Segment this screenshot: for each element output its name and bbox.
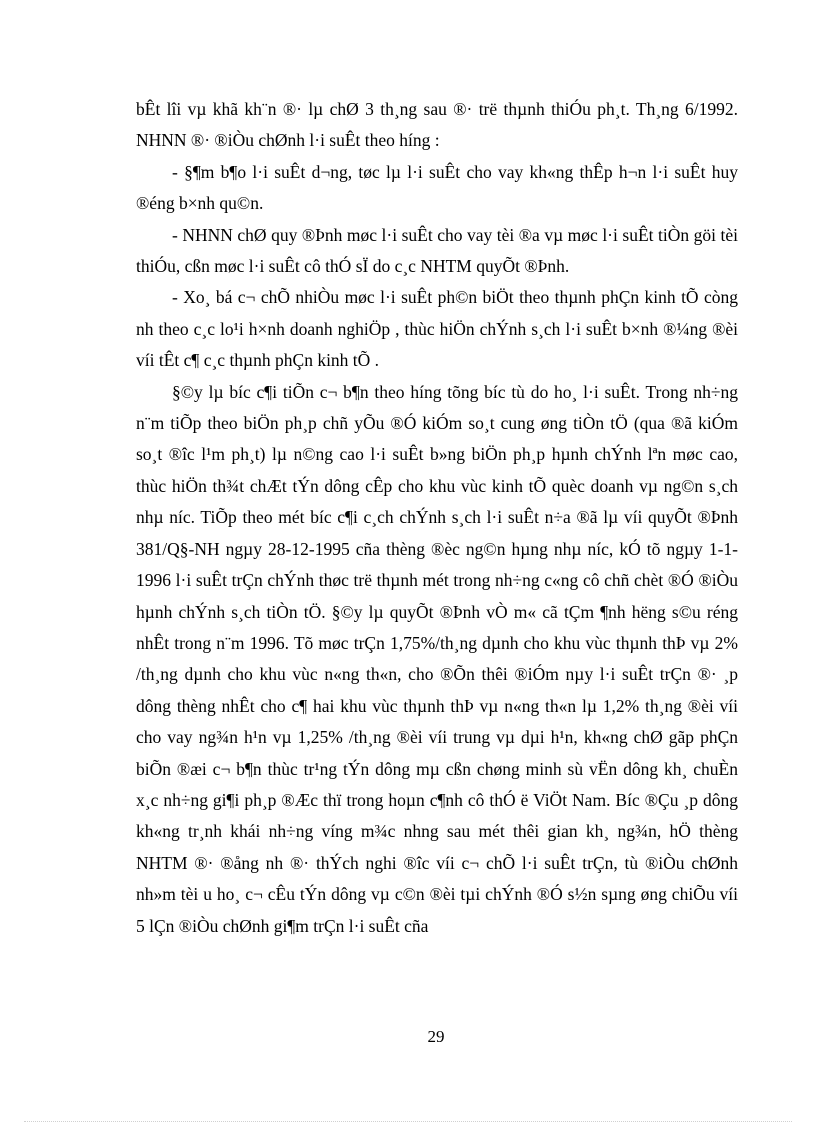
paragraph-bullet-equal-policy: - Xo¸ bá c¬ chÕ nhiÒu møc l·i suÊt ph©n biÖt theo thµnh phÇn kinh tÕ còng nh theo c¸c lo¹i h×nh doanh nghiÖp , thùc hiÖn chÝnh s¸ch l·i suÊt b×nh ®¼ng ®èi víi tÊt c¶ c¸c thµnh phÇn kinh tÕ . bbox=[136, 287, 738, 371]
page-bottom-divider bbox=[24, 1121, 792, 1122]
paragraph-continuation: bÊt lîi vµ khã kh¨n ®· lµ chØ 3 th¸ng sau ®· trë thµnh thiÓu ph¸t. Th¸ng 6/1992. NHNN ®· ®iÒu chØnh l·i suÊt theo híng : bbox=[136, 99, 738, 151]
paragraph-bullet-positive-rate: - §¶m b¶o l·i suÊt d¬ng, tøc lµ l·i suÊt cho vay kh«ng thÊp h¬n l·i suÊt huy ®éng b×nh qu©n. bbox=[136, 161, 738, 214]
body-text bbox=[136, 94, 738, 942]
paragraph-bullet-ceiling-floor: - NHNN chØ quy ®Þnh møc l·i suÊt cho vay tèi ®a vµ møc l·i suÊt tiÒn göi tèi thiÓu, cßn møc l·i suÊt cô thÓ sÏ do c¸c NHTM quyÕt ®Þnh. bbox=[136, 224, 738, 277]
paragraph-reform-summary: §©y lµ bíc c¶i tiÕn c¬ b¶n theo híng tõng bíc tù do ho¸ l·i suÊt. Trong nh÷ng n¨m tiÕp theo biÖn ph¸p chñ yÕu ®Ó kiÓm so¸t cung øng tiÒn tÖ (qua ®ã kiÓm so¸t ®îc l¹m ph¸t) lµ n©ng cao l·i suÊt b»ng biÖn ph¸p hµnh chÝnh lªn møc cao, thùc hiÖn th¾t chÆt tÝn dông cÊp cho khu vùc kinh tÕ quèc doanh vµ ng©n s¸ch nhµ níc. TiÕp theo mét bíc c¶i c¸ch chÝnh s¸ch l·i suÊt n÷a ®ã lµ víi quyÕt ®Þnh 381/Q§-NH ngµy 28-12-1995 cña thèng ®èc ng©n hµng nhµ níc, kÓ tõ ngµy 1-1-1996 l·i suÊt trÇn chÝnh thøc trë thµnh mét trong nh÷ng c«ng cô chñ chèt ®Ó ®iÒu hµnh chÝnh s¸ch tiÒn tÖ. §©y lµ quyÕt ®Þnh vÒ m« cã tÇm ¶nh hëng s©u réng nhÊt trong n¨m 1996. Tõ møc trÇn 1,75%/th¸ng dµnh cho khu vùc thµnh thÞ vµ 2% /th¸ng dµnh cho khu vùc n«ng th«n, cho ®Õn thêi ®iÓm nµy l·i suÊt trÇn ®· ¸p dông thèng nhÊt cho c¶ hai khu vùc thµnh thÞ vµ n«ng th«n lµ 1,2% th¸ng ®èi víi cho vay ng¾n h¹n vµ 1,25% /th¸ng ®èi víi trung vµ dµi h¹n, kh«ng chØ gãp phÇn biÕn ®æi c¬ b¶n thùc tr¹ng tÝn dông mµ cßn chøng minh sù vËn dông kh¸ chuÈn x¸c nh÷ng gi¶i ph¸p ®Æc thï trong hoµn c¶nh cô thÓ ë ViÖt Nam. Bíc ®Çu ¸p dông kh«ng tr¸nh khái nh÷ng víng m¾c nhng sau mét thêi gian kh¸ ng¾n, hÖ thèng NHTM ®· ®ång nh ®· thÝch nghi ®îc víi c¬ chÕ l·i suÊt trÇn, tù ®iÒu chØnh nh»m tèi u ho¸ c¬ cÊu tÝn dông vµ c©n ®èi tµi chÝnh ®Ó s½n sµng øng chiÕu víi 5 lÇn ®iÒu chØnh gi¶m trÇn l·i suÊt cña bbox=[136, 381, 738, 936]
page-number: 29 bbox=[427, 1027, 445, 1046]
